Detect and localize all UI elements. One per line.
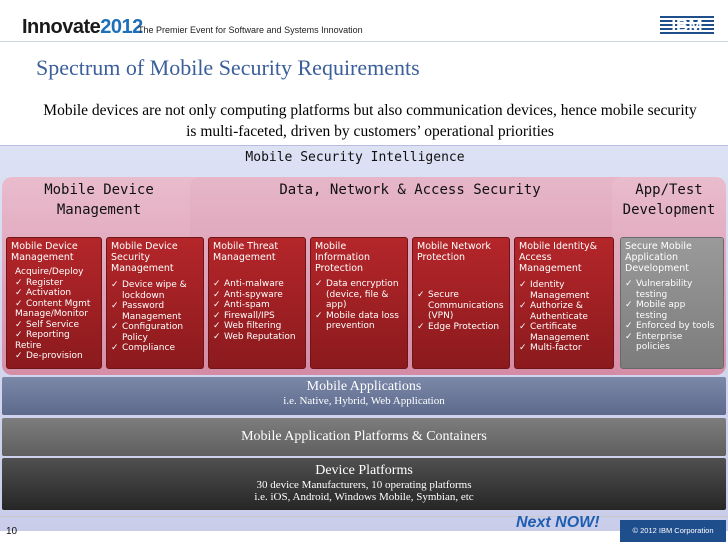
band-app-test-development-title: App/Test Development (622, 182, 716, 218)
band-data-network-access-title: Data, Network & Access Security (279, 182, 541, 198)
list-item: ✓ Multi-factor (519, 343, 582, 353)
layer-subtitle: i.e. Native, Hybrid, Web Application (283, 395, 445, 407)
check-icon: ✓ (213, 321, 221, 331)
svg-text:IBM: IBM (671, 16, 703, 35)
check-icon: ✓ (315, 279, 323, 289)
card-title: Mobile Network Protection (417, 241, 491, 263)
list-item: ✓ Secure Communications (VPN) (417, 290, 504, 321)
check-icon: ✓ (111, 343, 119, 353)
check-icon: ✓ (213, 300, 221, 310)
layer-device-platforms (2, 458, 726, 510)
check-icon: ✓ (15, 298, 23, 309)
card-title: Secure Mobile Application Development (625, 241, 692, 274)
card-information-protection (310, 237, 408, 369)
list-item: ✓ Authorize & Authenticate (519, 301, 588, 322)
list-item: ✓ Enforced by tools (625, 321, 715, 331)
layer-title: Mobile Application Platforms & Containers (241, 429, 487, 444)
check-icon: ✓ (417, 321, 425, 332)
list-item: ✓ Data encryption (device, file & app) (315, 279, 399, 310)
list-item: ✓ Firewall/IPS (213, 310, 275, 321)
check-icon: ✓ (15, 277, 23, 288)
card-identity-access-management (514, 237, 614, 369)
page-number: 10 (6, 526, 18, 537)
security-intelligence-label: Mobile Security Intelligence (245, 150, 465, 165)
check-icon: ✓ (15, 330, 23, 340)
list-item: ✓ Certificate Management (519, 322, 590, 343)
event-tagline: The Premier Event for Software and Systems Innovation (138, 25, 363, 35)
card-device-security-management (106, 237, 204, 369)
card-mobile-device-management (6, 237, 102, 369)
check-icon: ✓ (15, 319, 23, 330)
check-icon: ✓ (315, 310, 323, 321)
slide-subtitle: Mobile devices are not only computing platforms but also communication devices, hence mobile security is multi-faceted, driven by customers’ operational priorities (43, 102, 697, 140)
layer-app-platforms (2, 418, 726, 456)
innovate-logo: Innovate2012 (22, 16, 143, 38)
check-icon: ✓ (625, 321, 633, 331)
check-icon: ✓ (15, 288, 23, 298)
list-item: ✓ Password Management (111, 301, 182, 322)
list-item: ✓ Reporting (15, 330, 70, 340)
list-item: ✓ Activation (15, 288, 72, 298)
check-icon: ✓ (519, 322, 527, 332)
copyright: © 2012 IBM Corporation (620, 520, 726, 542)
layer-title: Device Platforms (315, 463, 413, 478)
check-icon: ✓ (625, 331, 633, 342)
list-item: ✓ Self Service (15, 319, 80, 330)
check-icon: ✓ (519, 343, 527, 353)
check-icon: ✓ (213, 279, 221, 289)
slide-title: Spectrum of Mobile Security Requirements (36, 55, 420, 80)
band-device-management-title: Mobile Device Management (44, 182, 154, 218)
list-item: ✓ Mobile app testing (625, 300, 686, 321)
list-item: ✓ Web Reputation (213, 331, 296, 342)
list-item: ✓ Compliance (111, 343, 175, 353)
check-icon: ✓ (111, 322, 119, 332)
list-item: ✓ Web filtering (213, 321, 282, 331)
check-icon: ✓ (111, 280, 119, 290)
footer-divider (0, 516, 728, 517)
list-item: Retire (15, 340, 42, 351)
header-divider (0, 41, 728, 42)
check-icon: ✓ (213, 289, 221, 300)
list-item: ✓ Anti-malware (213, 279, 284, 289)
check-icon: ✓ (625, 300, 633, 310)
list-item: ✓ Register (15, 277, 64, 288)
check-icon: ✓ (417, 290, 425, 300)
check-icon: ✓ (519, 301, 527, 311)
ibm-logo (660, 14, 714, 36)
check-icon: ✓ (625, 279, 633, 289)
list-item: ✓ Anti-spyware (213, 289, 283, 300)
layer-subtitle: 30 device Manufacturers, 10 operating platforms (256, 479, 472, 491)
layer-title: Mobile Applications (306, 379, 422, 394)
check-icon: ✓ (15, 351, 23, 361)
list-item: Manage/Monitor (15, 309, 88, 319)
next-now-logo: Next NOW! (516, 514, 600, 531)
card-threat-management (208, 237, 306, 369)
list-item: ✓ De-provision (15, 351, 83, 361)
list-item: ✓ Anti-spam (213, 300, 270, 310)
list-item: ✓ Configuration Policy (111, 322, 184, 343)
list-item: ✓ Mobile data loss prevention (315, 310, 399, 331)
list-item: ✓ Identity Management (519, 280, 590, 301)
check-icon: ✓ (519, 280, 527, 290)
card-secure-app-development (620, 237, 724, 369)
card-title: Mobile Information Protection (315, 241, 370, 274)
list-item: ✓ Vulnerability testing (625, 279, 693, 300)
list-item: Acquire/Deploy (15, 267, 84, 277)
check-icon: ✓ (111, 301, 119, 311)
card-title: Mobile Threat Management (213, 241, 279, 263)
card-title: Mobile Device Security Management (111, 241, 178, 274)
list-item: ✓ Edge Protection (417, 321, 500, 332)
card-network-protection (412, 237, 510, 369)
check-icon: ✓ (213, 310, 221, 321)
layer-mobile-applications (2, 377, 726, 415)
check-icon: ✓ (213, 331, 221, 342)
list-item: ✓ Enterprise policies (625, 331, 683, 352)
card-title: Mobile Device Management (11, 241, 78, 263)
list-item: ✓ Content Mgmt (15, 298, 91, 309)
list-item: ✓ Device wipe & lockdown (111, 280, 187, 301)
card-title: Mobile Identity& Access Management (519, 241, 597, 274)
layer-subtitle-2: i.e. iOS, Android, Windows Mobile, Symbian, etc (254, 491, 474, 503)
